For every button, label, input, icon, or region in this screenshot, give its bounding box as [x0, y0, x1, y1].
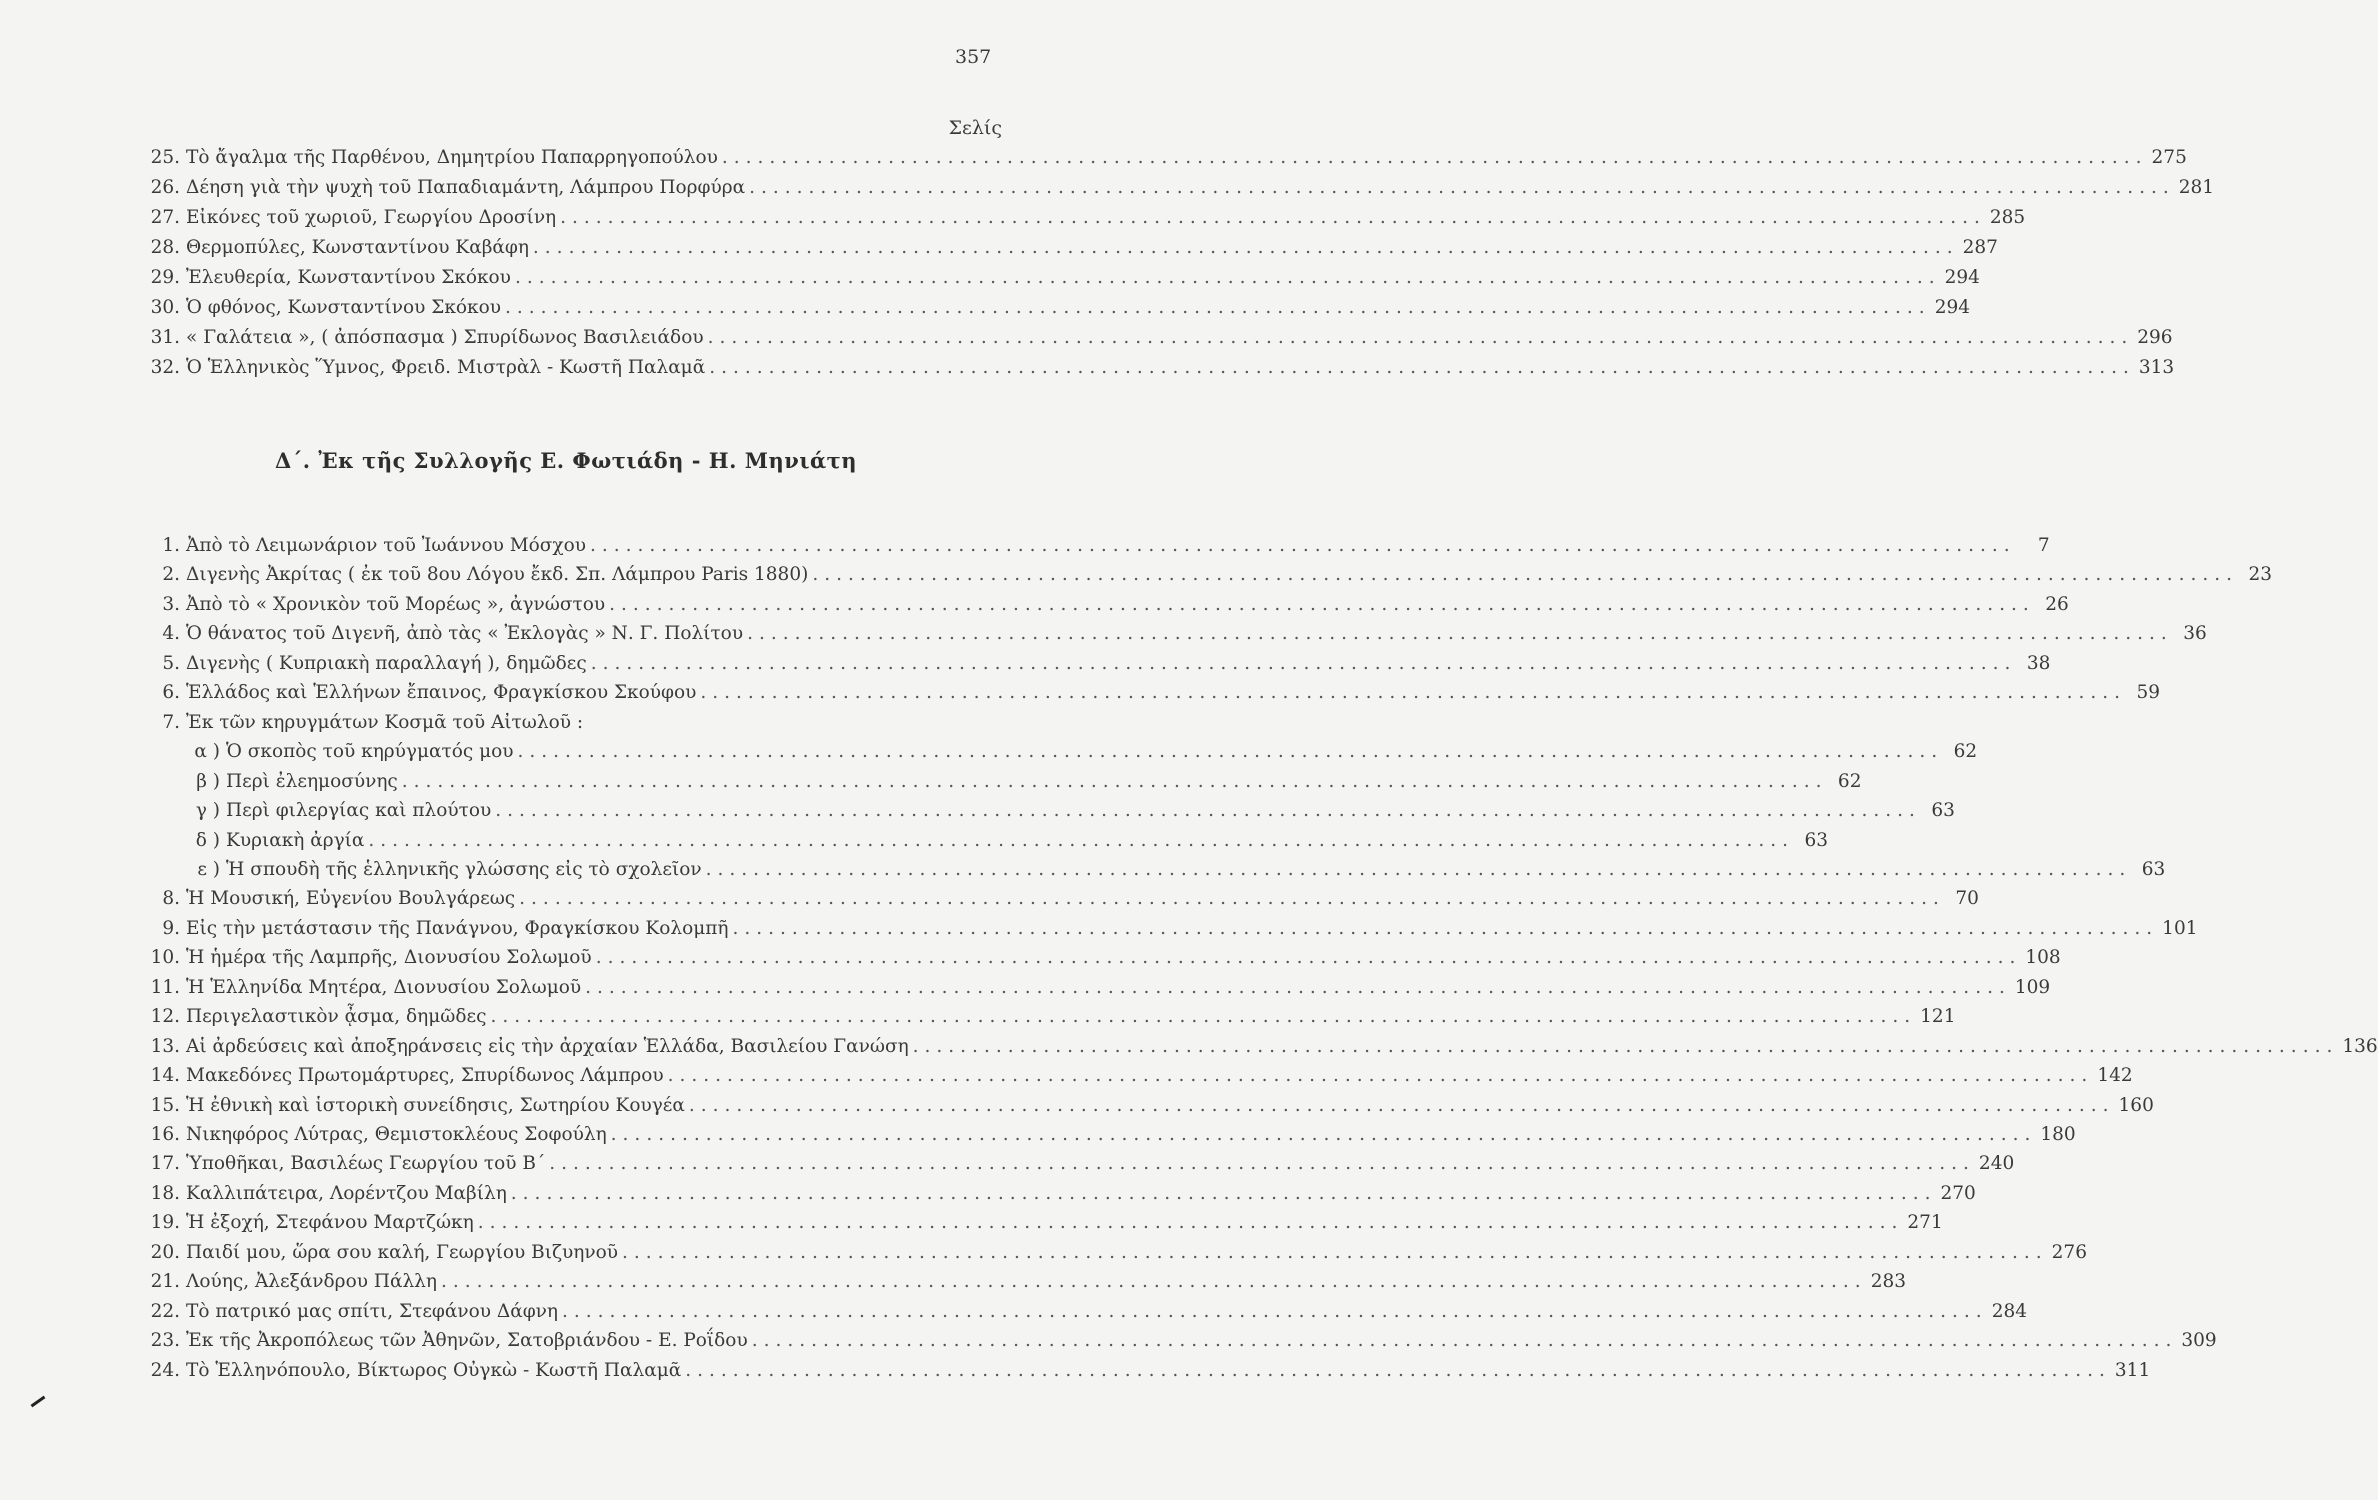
entry-title: Ὁ Ἑλληνικὸς Ὕμνος, Φρειδ. Μιστρὰλ - Κωστῆ Παλαμᾶ: [186, 357, 706, 378]
entry-page: 26: [2045, 593, 2069, 615]
dot-leader: ........................................................................................................................: [401, 770, 1828, 792]
entry-page: 23: [2248, 564, 2273, 586]
dot-leader: ........................................................................................................................: [490, 1006, 1917, 1028]
entry-page: 180: [2040, 1124, 2076, 1145]
entry-title: Τὸ Ἑλληνόπουλο, Βίκτωρος Οὐγκὼ - Κωστῆ Παλαμᾶ: [186, 1359, 682, 1381]
dot-leader: ........................................................................................................................: [549, 1153, 1975, 1175]
entry-page: 62: [1953, 741, 1978, 763]
toc-entry: [130, 294, 1970, 322]
entry-page: 313: [2138, 357, 2175, 378]
dot-leader: ........................................................................................................................: [707, 327, 2134, 348]
toc-entry: [130, 354, 2175, 382]
dot-leader: ........................................................................................................................: [709, 357, 2135, 378]
entry-page: 142: [2097, 1065, 2133, 1087]
dot-leader: ........................................................................................................................: [705, 858, 2132, 880]
entry-page: 276: [2051, 1241, 2087, 1263]
toc-entry: [130, 620, 2207, 648]
entry-title: Καλλιπάτειρα, Λορέντζου Μαβίλη: [186, 1182, 507, 1204]
toc-entry: [130, 827, 1829, 855]
entry-title: Ὁ φθόνος, Κωνσταντίνου Σκόκου: [186, 297, 501, 318]
toc-entry: [130, 974, 2051, 1002]
entry-number: 14.: [150, 1065, 180, 1087]
dot-leader: ........................................................................................................................: [685, 1359, 2111, 1381]
entry-title: Ἐκ τῶν κηρυγμάτων Κοσμᾶ τοῦ Αἰτωλοῦ :: [186, 711, 584, 733]
toc-entry: [130, 1121, 2076, 1149]
section-heading: Δ΄. Ἐκ τῆς Συλλογῆς Ε. Φωτιάδη - Η. Μηνιάτη: [274, 448, 858, 473]
entry-page: 296: [2137, 327, 2173, 348]
entry-title: Περὶ φιλεργίας καὶ πλούτου: [226, 800, 492, 822]
dot-leader: ........................................................................................................................: [609, 593, 2035, 615]
entry-title: Διγενὴς ( Κυπριακὴ παραλλαγή ), δημῶδες: [186, 652, 587, 674]
entry-page: 240: [1978, 1153, 2015, 1175]
toc-entry: [130, 324, 2173, 352]
toc-entry: [130, 1062, 2133, 1090]
dot-leader: ........................................................................................................................: [595, 947, 2022, 969]
entry-page: 160: [2118, 1094, 2154, 1116]
entry-title: Αἱ ἀρδεύσεις καὶ ἀποξηράνσεις εἰς τὴν ἀρχαίαν Ἑλλάδα, Βασιλείου Γανώση: [186, 1035, 909, 1057]
entry-title: Κυριακὴ ἀργία: [226, 829, 365, 851]
entry-title: Ἡ ἐξοχή, Στεφάνου Μαρτζώκη: [186, 1212, 474, 1234]
entry-page: 311: [2114, 1359, 2151, 1381]
toc-entry: [130, 738, 1978, 766]
entry-number: 15.: [150, 1094, 180, 1116]
entry-title: Περιγελαστικὸν ᾆσμα, δημῶδες: [186, 1006, 487, 1028]
entry-number: 10.: [150, 947, 180, 969]
entry-number: 19.: [150, 1212, 180, 1234]
dot-leader: ........................................................................................................................: [751, 1330, 2178, 1352]
entry-page: 285: [1989, 207, 2026, 228]
dot-leader: ........................................................................................................................: [505, 297, 1931, 318]
entry-title: Λούης, Ἀλεξάνδρου Πάλλη: [186, 1271, 437, 1293]
entry-page: 109: [2014, 976, 2051, 998]
entry-title: Περὶ ἐλεημοσύνης: [226, 770, 398, 792]
dot-leader: ........................................................................................................................: [700, 682, 2127, 704]
entry-number: 31.: [150, 327, 180, 348]
entry-number: 30.: [150, 297, 180, 318]
entry-number: 7.: [162, 711, 180, 733]
entry-number: 25.: [150, 147, 180, 168]
dot-leader: ........................................................................................................................: [585, 976, 2011, 998]
dot-leader: ........................................................................................................................: [721, 147, 2148, 168]
toc-entry: [130, 174, 2215, 202]
toc-entry: [130, 591, 2069, 619]
entry-page: 136: [2342, 1035, 2378, 1057]
entry-page: 281: [2178, 177, 2215, 198]
toc-entry: [130, 944, 2061, 972]
entry-number: δ ): [195, 829, 220, 851]
toc-entry: [130, 1033, 2378, 1061]
entry-number: 32.: [150, 357, 180, 378]
entry-page: 287: [1962, 237, 1998, 258]
entry-number: 5.: [162, 652, 180, 674]
dot-leader: ........................................................................................................................: [747, 623, 2173, 645]
entry-number: 27.: [150, 207, 180, 228]
entry-page: 121: [1920, 1006, 1956, 1028]
entry-number: 4.: [162, 623, 180, 645]
entry-page: 63: [1931, 800, 1955, 822]
entry-number: 20.: [150, 1241, 180, 1263]
dot-leader: ........................................................................................................................: [621, 1241, 2048, 1263]
entry-number: α ): [194, 741, 220, 763]
dot-leader: ........................................................................................................................: [519, 888, 1945, 910]
page-column-header: Σελίς: [948, 117, 1002, 139]
entry-title: Ἑλλάδος καὶ Ἑλλήνων ἔπαινος, Φραγκίσκου Σκούφου: [186, 682, 697, 704]
entry-title: Δέηση γιὰ τὴν ψυχὴ τοῦ Παπαδιαμάντη, Λάμπρου Πορφύρα: [186, 177, 746, 198]
entry-number: 22.: [150, 1300, 180, 1322]
entry-number: 17.: [150, 1153, 180, 1175]
dot-leader: ........................................................................................................................: [560, 207, 1986, 228]
entry-title: Ἡ Ἑλληνίδα Μητέρα, Διονυσίου Σολωμοῦ: [186, 976, 582, 998]
toc-entry: [130, 1180, 1976, 1208]
entry-title: Θερμοπύλες, Κωνσταντίνου Καβάφη: [186, 237, 529, 258]
dot-leader: ........................................................................................................................: [495, 800, 1921, 822]
dot-leader: ........................................................................................................................: [590, 652, 2017, 674]
toc-entry: [130, 885, 1979, 913]
toc-entry: [130, 856, 2166, 884]
entry-page: 70: [1955, 888, 1979, 910]
toc-entry: [130, 1268, 1906, 1296]
dot-leader: ........................................................................................................................: [441, 1271, 1867, 1293]
dot-leader: ........................................................................................................................: [514, 267, 1941, 288]
entry-page: 309: [2181, 1330, 2217, 1352]
entry-page: 284: [1991, 1300, 2027, 1322]
entry-title: Παιδί μου, ὥρα σου καλή, Γεωργίου Βιζυηνοῦ: [186, 1241, 618, 1263]
entry-title: Διγενὴς Ἀκρίτας ( ἐκ τοῦ 8ου Λόγου ἔκδ. Σπ. Λάμπρου Paris 1880): [186, 564, 809, 586]
entry-page: 59: [2136, 682, 2161, 704]
entry-page: 294: [1944, 267, 1980, 288]
entry-title: Τὸ πατρικό μας σπίτι, Στεφάνου Δάφνη: [186, 1300, 558, 1322]
entry-number: 13.: [150, 1035, 180, 1057]
toc-entry: [130, 1150, 2015, 1178]
entry-page: 283: [1870, 1271, 1906, 1293]
entry-title: Ἡ ἡμέρα τῆς Λαμπρῆς, Διονυσίου Σολωμοῦ: [186, 947, 592, 969]
entry-page: 271: [1907, 1212, 1943, 1234]
entry-number: 16.: [150, 1124, 180, 1145]
entry-page: 275: [2151, 147, 2187, 168]
dot-leader: ........................................................................................................................: [688, 1094, 2115, 1116]
entry-page: 63: [1804, 829, 1829, 851]
entry-title: Ὑποθῆκαι, Βασιλέως Γεωργίου τοῦ Β΄: [186, 1153, 546, 1175]
entry-number: 2.: [162, 564, 180, 586]
entry-number: 21.: [150, 1271, 180, 1293]
dot-leader: ........................................................................................................................: [812, 564, 2239, 586]
toc-entry: [130, 532, 2050, 560]
toc-entry: [130, 1357, 2151, 1385]
pen-mark: [31, 1396, 46, 1408]
entry-title: Ἀπὸ τὸ « Χρονικὸν τοῦ Μορέως », ἀγνώστου: [186, 593, 606, 615]
entry-title: Εἰς τὴν μετάστασιν τῆς Πανάγνου, Φραγκίσκου Κολομπῆ: [186, 917, 729, 939]
toc-entry: [130, 144, 2187, 172]
entry-number: 26.: [150, 177, 180, 198]
dot-leader: ........................................................................................................................: [368, 829, 1795, 851]
entry-page: 63: [2141, 858, 2166, 880]
toc-entry: [130, 1003, 1956, 1031]
entry-title: Ὁ σκοπὸς τοῦ κηρύγματός μου: [226, 741, 514, 763]
entry-title: Ἡ ἐθνικὴ καὶ ἱστορικὴ συνείδησις, Σωτηρίου Κουγέα: [186, 1094, 685, 1116]
entry-number: 29.: [150, 267, 180, 288]
toc-entry: [130, 561, 2273, 589]
entry-title: Τὸ ἄγαλμα τῆς Παρθένου, Δημητρίου Παπαρρηγοπούλου: [186, 147, 718, 168]
entry-title: « Γαλάτεια », ( ἀπόσπασμα ) Σπυρίδωνος Βασιλειάδου: [186, 327, 704, 348]
toc-entry: [130, 1209, 1943, 1237]
dot-leader: ........................................................................................................................: [510, 1182, 1937, 1204]
dot-leader: ........................................................................................................................: [532, 237, 1959, 258]
entry-page: 270: [1940, 1182, 1976, 1204]
entry-number: 23.: [150, 1330, 180, 1352]
toc-entry: [130, 1327, 2217, 1355]
entry-page: 62: [1837, 770, 1862, 792]
toc-entry: [130, 264, 1980, 292]
entry-title: Ἡ Μουσική, Εὐγενίου Βουλγάρεως: [186, 888, 516, 910]
toc-entry: [130, 1298, 2027, 1326]
entry-number: ε ): [197, 858, 220, 880]
toc-entry: [130, 768, 1862, 796]
entry-number: 24.: [150, 1359, 180, 1381]
entry-number: 9.: [162, 917, 180, 939]
entry-number: 12.: [150, 1006, 180, 1028]
entry-number: 3.: [162, 593, 180, 615]
dot-leader: ........................................................................................................................: [590, 535, 2016, 556]
dot-leader: ........................................................................................................................: [749, 177, 2175, 198]
entry-number: γ ): [195, 800, 220, 822]
entry-title: Ἀπὸ τὸ Λειμωνάριον τοῦ Ἰωάννου Μόσχου: [186, 535, 587, 556]
toc-entry: [130, 679, 2161, 707]
entry-title: Ἐκ τῆς Ἀκροπόλεως τῶν Ἀθηνῶν, Σατοβριάνδου - Ε. Ροΐδου: [186, 1330, 748, 1352]
dot-leader: ........................................................................................................................: [912, 1035, 2339, 1057]
entry-page: 36: [2183, 623, 2207, 645]
dot-leader: ........................................................................................................................: [732, 917, 2159, 939]
entry-page: 294: [1934, 297, 1970, 318]
entry-title: Εἰκόνες τοῦ χωριοῦ, Γεωργίου Δροσίνη: [186, 207, 557, 228]
entry-number: 1.: [162, 535, 180, 556]
entry-title: Μακεδόνες Πρωτομάρτυρες, Σπυρίδωνος Λάμπρου: [186, 1065, 664, 1087]
entry-title: Ὁ θάνατος τοῦ Διγενῆ, ἀπὸ τὰς « Ἐκλογὰς » Ν. Γ. Πολίτου: [186, 623, 744, 645]
toc-entry: [130, 204, 2026, 232]
entry-title: Ἡ σπουδὴ τῆς ἑλληνικῆς γλώσσης εἰς τὸ σχολεῖον: [226, 858, 702, 880]
dot-leader: ........................................................................................................................: [667, 1065, 2094, 1087]
entry-number: 8.: [162, 888, 180, 910]
toc-entry: [130, 650, 2051, 678]
entry-page: 38: [2026, 652, 2051, 674]
dot-leader: ........................................................................................................................: [610, 1124, 2037, 1145]
dot-leader: ........................................................................................................................: [477, 1212, 1904, 1234]
entry-page: 7: [2037, 535, 2050, 556]
entry-number: 28.: [150, 237, 180, 258]
toc-entry: [130, 1092, 2154, 1120]
toc-entry: [130, 709, 1002, 737]
dot-leader: ........................................................................................................................: [517, 741, 1944, 763]
toc-entry: [130, 797, 1955, 825]
toc-entry: [130, 1239, 2087, 1267]
toc-entry: [130, 234, 1998, 262]
toc-entry: [130, 915, 2198, 943]
entry-number: β ): [196, 770, 220, 792]
entry-title: Νικηφόρος Λύτρας, Θεμιστοκλέους Σοφούλη: [186, 1124, 607, 1145]
entry-number: 6.: [162, 682, 180, 704]
entry-number: 11.: [150, 976, 180, 998]
entry-page: 108: [2025, 947, 2061, 969]
dot-leader: ........................................................................................................................: [562, 1300, 1988, 1322]
entry-number: 18.: [150, 1182, 180, 1204]
page-number: 357: [955, 46, 992, 68]
entry-page: 101: [2162, 917, 2198, 939]
entry-title: Ἐλευθερία, Κωνσταντίνου Σκόκου: [186, 267, 511, 288]
